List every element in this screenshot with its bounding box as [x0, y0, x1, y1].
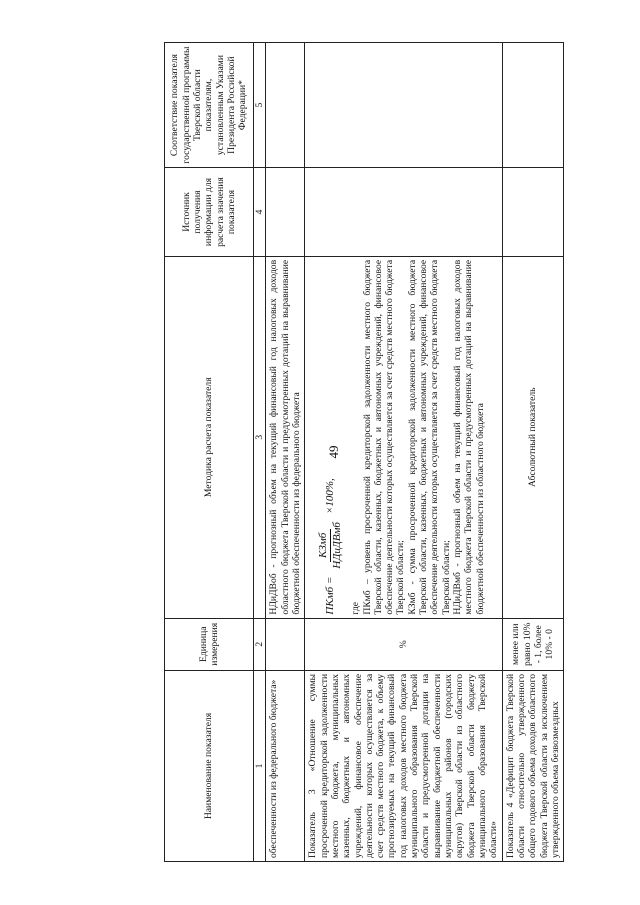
- method-cell: [305, 256, 502, 618]
- column-number: 4: [254, 168, 266, 257]
- column-number: 5: [254, 43, 266, 168]
- method-cell: Абсолютный показатель: [502, 256, 564, 618]
- header-unit: Единица измерения: [165, 618, 254, 670]
- compliance-cell: [305, 43, 502, 168]
- definition: НДиДВмб - прогнозный объем на текущий финансовый год налоговых доходов местного бюджета Тверской области и предусмотренных дотаций на выравнивание бюджетной обеспеченности из областного бюджета: [452, 259, 486, 615]
- column-number-row: [254, 43, 266, 862]
- formula-numerator: КЗмб: [317, 529, 331, 562]
- indicator-name-cell: обеспеченности из федерального бюджета»: [266, 670, 305, 861]
- indicator-table: [164, 42, 564, 862]
- header-row: [165, 43, 254, 862]
- table-row: [305, 43, 502, 862]
- definition: КЗмб - сумма просроченной кредиторской задолженности местного бюджета Тверской области, казенных, бюджетных и автономных учреждений, финансовое обеспечение деятельности которых осуществляется за счет средств местного бюджета Тверской области;: [406, 259, 452, 615]
- table-row: [502, 43, 564, 862]
- header-source: Источник получения информации для расчета значения показателя: [165, 168, 254, 257]
- source-cell: [266, 168, 305, 257]
- indicator-name-cell: Показатель 4 «Дефицит бюджета Тверской области относительно утвержденного общего годового объема доходов областного бюджета Тверской области за исключением утвержденного объема безвозмездных: [502, 670, 564, 861]
- source-cell: [502, 168, 564, 257]
- definition: ПКмб – уровень просроченной кредиторской задолженности местного бюджета Тверской области, казенных, бюджетных и автономных учреждений, финансовое обеспечение деятельности которых осуществляется за счет средств местного бюджета Тверской области;: [361, 259, 407, 615]
- method-cell: НДиДВоб - прогнозный объем на текущий финансовый год налоговых доходов областного бюджета Тверской области и предусмотренных дотаций на выравнивание бюджетной обеспеченности из федерального бюджета: [266, 256, 305, 618]
- formula: [317, 260, 344, 615]
- compliance-cell: [502, 43, 564, 168]
- table-row: [266, 43, 305, 862]
- page-number: 49: [326, 445, 341, 459]
- formula-denominator: НДиДВмб: [331, 522, 344, 569]
- indicator-name-cell: Показатель 3 «Отношение суммы просроченной кредиторской задолженности местного бюджета, муниципальных казенных, бюджетных и автономных учреждений, финансовое обеспечение деятельности которых осуществляется за счет средств местного бюджета, к объему прогнозируемых на текущий финансовый год налоговых доходов местного бюджета муниципального образования Тверской области и предусмотренной дотации на выравнивание бюджетной обеспеченности муниципальных районов (городских округов) Тверской области из областного бюджета Тверской области бюджету муниципального образования Тверской области»: [305, 670, 502, 861]
- formula-rhs: ×100%,: [324, 478, 337, 515]
- formula-fraction: [317, 518, 344, 573]
- unit-cell: %: [305, 618, 502, 670]
- formula-lhs: ПКмб =: [324, 576, 337, 615]
- where-label: где: [350, 601, 362, 615]
- column-number: 2: [254, 618, 266, 670]
- source-cell: [305, 168, 502, 257]
- header-compliance: Соответствие показателя государственной программы Тверской области показателям, установленным Указами Президента Российской Федерации*: [165, 43, 254, 168]
- unit-cell: [266, 618, 305, 670]
- column-number: 1: [254, 670, 266, 861]
- unit-cell: менее или равно 10% - 1, более 10% - 0: [502, 618, 564, 670]
- compliance-cell: [266, 43, 305, 168]
- column-number: 3: [254, 256, 266, 618]
- rotated-table-container: [164, 42, 584, 862]
- header-method: Методика расчета показателя: [165, 256, 254, 618]
- header-indicator-name: Наименование показателя: [165, 670, 254, 861]
